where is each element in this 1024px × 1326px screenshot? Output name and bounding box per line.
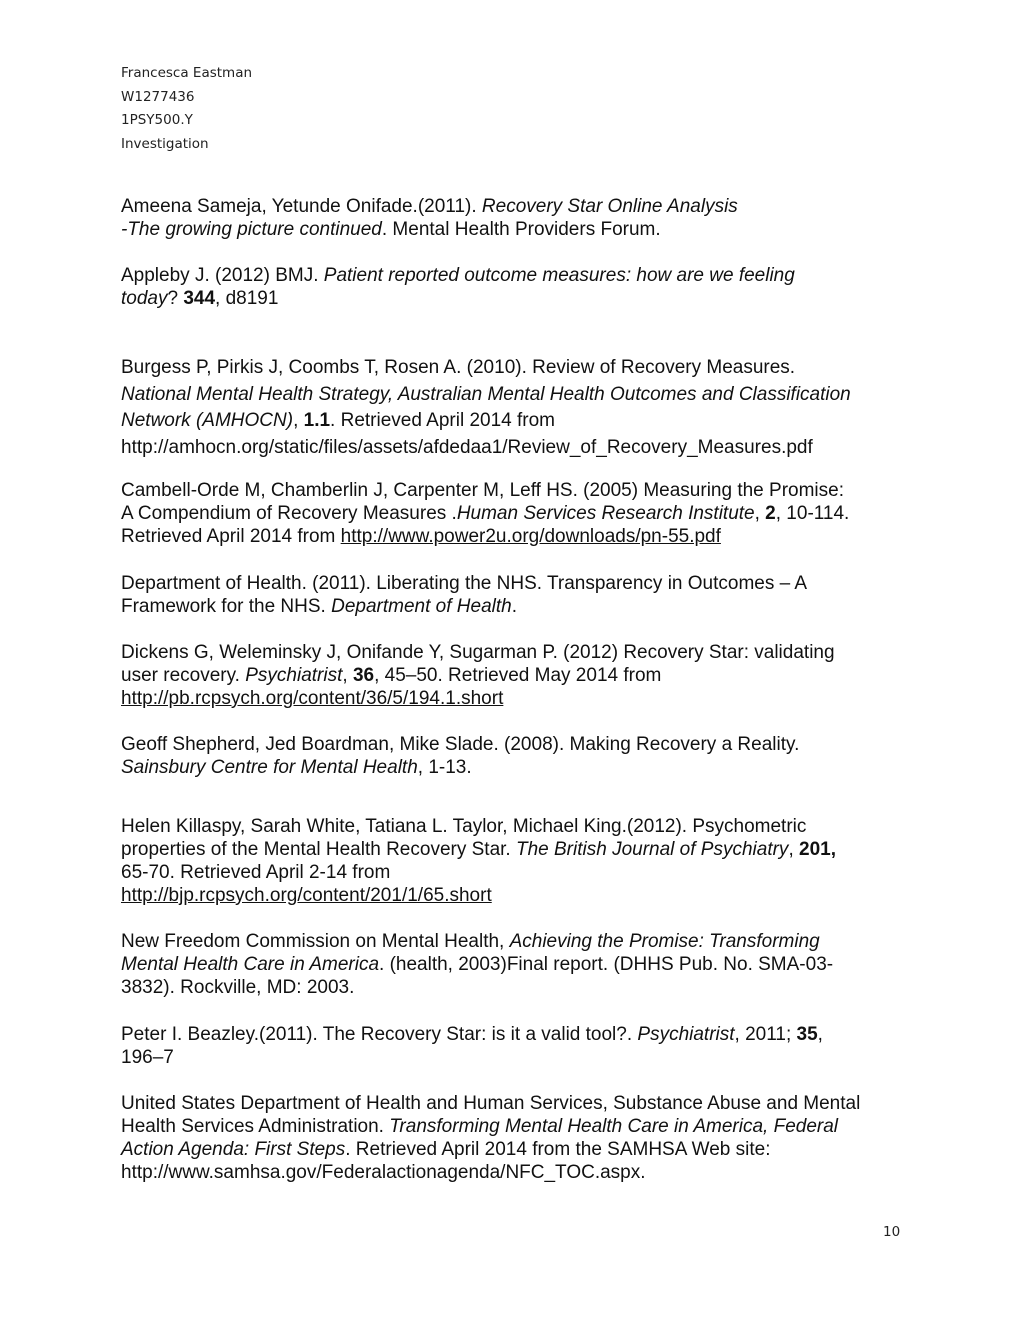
reference-line (121, 861, 921, 884)
text-run: user recovery. (121, 665, 246, 686)
text-run: United States Department of Health and Human Services, Substance Abuse and Mental (121, 1093, 861, 1114)
text-run: Framework for the NHS. (121, 596, 332, 617)
reference-line (121, 287, 921, 310)
reference-line (121, 884, 921, 907)
reference-entry (121, 930, 921, 999)
text-run: Retrieved April 2014 from (121, 526, 341, 547)
reference-line (121, 218, 921, 241)
italic-text: The British Journal of Psychiatry (515, 839, 789, 860)
text-run: Peter I. Beazley.(2011). The Recovery Star: is it a valid tool?. (121, 1024, 638, 1045)
text-run: 196–7 (121, 1047, 174, 1068)
reference-line (121, 479, 921, 502)
bold-text: 35 (796, 1024, 818, 1045)
text-run: Health Services Administration. (121, 1116, 390, 1137)
italic-text: today (121, 288, 168, 309)
reference-line (121, 1092, 921, 1115)
italic-text: Recovery Star Online Analysis (481, 196, 738, 217)
text-run: , 10-114. (775, 503, 850, 524)
assignment-title: Investigation (121, 135, 209, 152)
text-run: Department of Health. (2011). Liberating the NHS. Transparency in Outcomes – A (121, 573, 808, 594)
text-run: ? (167, 288, 184, 309)
italic-text: Action Agenda: First Steps (121, 1139, 346, 1160)
reference-entry (121, 815, 921, 907)
text-run: 3832). Rockville, MD: 2003. (121, 977, 355, 998)
italic-text: Patient reported outcome measures: how are we feeling (323, 265, 795, 286)
reference-line (121, 1161, 921, 1184)
reference-line (121, 838, 921, 861)
author-name: Francesca Eastman (121, 65, 253, 81)
url-link[interactable]: http://www.power2u.org/downloads/pn-55.pdf (340, 526, 721, 547)
reference-line (121, 756, 921, 779)
italic-text: Sainsbury Centre for Mental Health (121, 757, 418, 778)
reference-line (121, 976, 921, 999)
text-run: , 2011; (734, 1024, 797, 1045)
text-run: . (511, 596, 517, 617)
bold-text: 201, (799, 839, 836, 860)
italic-text: Human Services Research Institute (456, 503, 755, 524)
reference-line (121, 408, 921, 435)
reference-line (121, 502, 921, 525)
text-run: Geoff Shepherd, Jed Boardman, Mike Slade. (2008). Making Recovery a Reality. (121, 734, 800, 755)
student-id: W1277436 (121, 88, 195, 105)
text-run: , 45–50. Retrieved May 2014 from (374, 665, 662, 686)
text-run: , (293, 410, 304, 431)
text-run: , 1-13. (417, 757, 472, 778)
reference-entry (121, 733, 921, 779)
module-code: 1PSY500.Y (121, 112, 193, 128)
reference-entry (121, 572, 921, 618)
reference-line (121, 595, 921, 618)
text-run: . Mental Health Providers Forum. (381, 219, 661, 240)
italic-text: Transforming Mental Health Care in America, Federal (389, 1116, 839, 1137)
text-run: A Compendium of Recovery Measures . (121, 503, 457, 524)
reference-line (121, 930, 921, 953)
reference-line (121, 435, 921, 462)
reference-entry (121, 1092, 921, 1184)
reference-line (121, 355, 921, 382)
text-run: Cambell-Orde M, Chamberlin J, Carpenter M, Leff HS. (2005) Measuring the Promise: (121, 480, 844, 501)
italic-text: Psychiatrist (245, 665, 343, 686)
reference-line (121, 641, 921, 664)
reference-line (121, 953, 921, 976)
reference-line (121, 1115, 921, 1138)
text-run: Ameena Sameja, Yetunde Onifade.(2011). (121, 196, 482, 217)
text-run: , d8191 (215, 288, 279, 309)
reference-entry (121, 1023, 921, 1069)
page-header (121, 62, 252, 156)
italic-text: Achieving the Promise: Transforming (509, 931, 820, 952)
url-link[interactable]: http://pb.rcpsych.org/content/36/5/194.1.short (121, 688, 504, 709)
bold-text: 2 (765, 503, 776, 524)
text-run: Dickens G, Weleminsky J, Onifande Y, Sugarman P. (2012) Recovery Star: validating (121, 642, 835, 663)
text-run: . Retrieved April 2014 from the SAMHSA Web site: (345, 1139, 771, 1160)
reference-entry (121, 641, 921, 710)
reference-line (121, 382, 921, 409)
text-run: Helen Killaspy, Sarah White, Tatiana L. Taylor, Michael King.(2012). Psychometric (121, 816, 807, 837)
bold-text: 344 (183, 288, 216, 309)
reference-line (121, 733, 921, 756)
reference-entry (121, 355, 921, 461)
text-run: New Freedom Commission on Mental Health, (121, 931, 510, 952)
reference-entry (121, 479, 921, 548)
page-number: 10 (883, 1224, 901, 1240)
text-run: . Retrieved April 2014 from (330, 410, 555, 431)
text-run: properties of the Mental Health Recovery Star. (121, 839, 516, 860)
reference-line (121, 664, 921, 687)
text-run: 65-70. Retrieved April 2-14 from (121, 862, 391, 883)
italic-text: Psychiatrist (637, 1024, 735, 1045)
text-run: , (754, 503, 766, 524)
reference-entry (121, 264, 921, 310)
reference-line (121, 687, 921, 710)
italic-text: National Mental Health Strategy, Australian Mental Health Outcomes and Classification (121, 383, 851, 405)
text-run: Appleby J. (2012) BMJ. (121, 265, 324, 286)
reference-line (121, 1046, 921, 1069)
text-run: http://www.samhsa.gov/Federalactionagenda/NFC_TOC.aspx. (121, 1162, 646, 1183)
text-run: , (817, 1024, 823, 1045)
reference-line (121, 815, 921, 838)
bold-text: 1.1 (303, 410, 331, 431)
reference-line (121, 572, 921, 595)
reference-line (121, 1138, 921, 1161)
text-run: http://amhocn.org/static/files/assets/afdedaa1/Review_of_Recovery_Measures.pdf (121, 436, 813, 458)
reference-line (121, 525, 921, 548)
italic-text: Mental Health Care in America (121, 954, 380, 975)
text-run: . (health, 2003)Final report. (DHHS Pub. No. SMA-03- (379, 954, 834, 975)
reference-line (121, 264, 921, 287)
reference-line (121, 195, 921, 218)
reference-entry (121, 195, 921, 241)
text-run: , (788, 839, 799, 860)
url-link[interactable]: http://bjp.rcpsych.org/content/201/1/65.short (121, 885, 492, 906)
bold-text: 36 (352, 665, 375, 686)
italic-text: Network (AMHOCN) (121, 410, 294, 431)
reference-line (121, 1023, 921, 1046)
text-run: , (342, 665, 353, 686)
text-run: Burgess P, Pirkis J, Coombs T, Rosen A. (2010). Review of Recovery Measures. (121, 357, 796, 378)
italic-text: Department of Health (331, 596, 512, 617)
italic-text: -The growing picture continued (121, 219, 382, 240)
